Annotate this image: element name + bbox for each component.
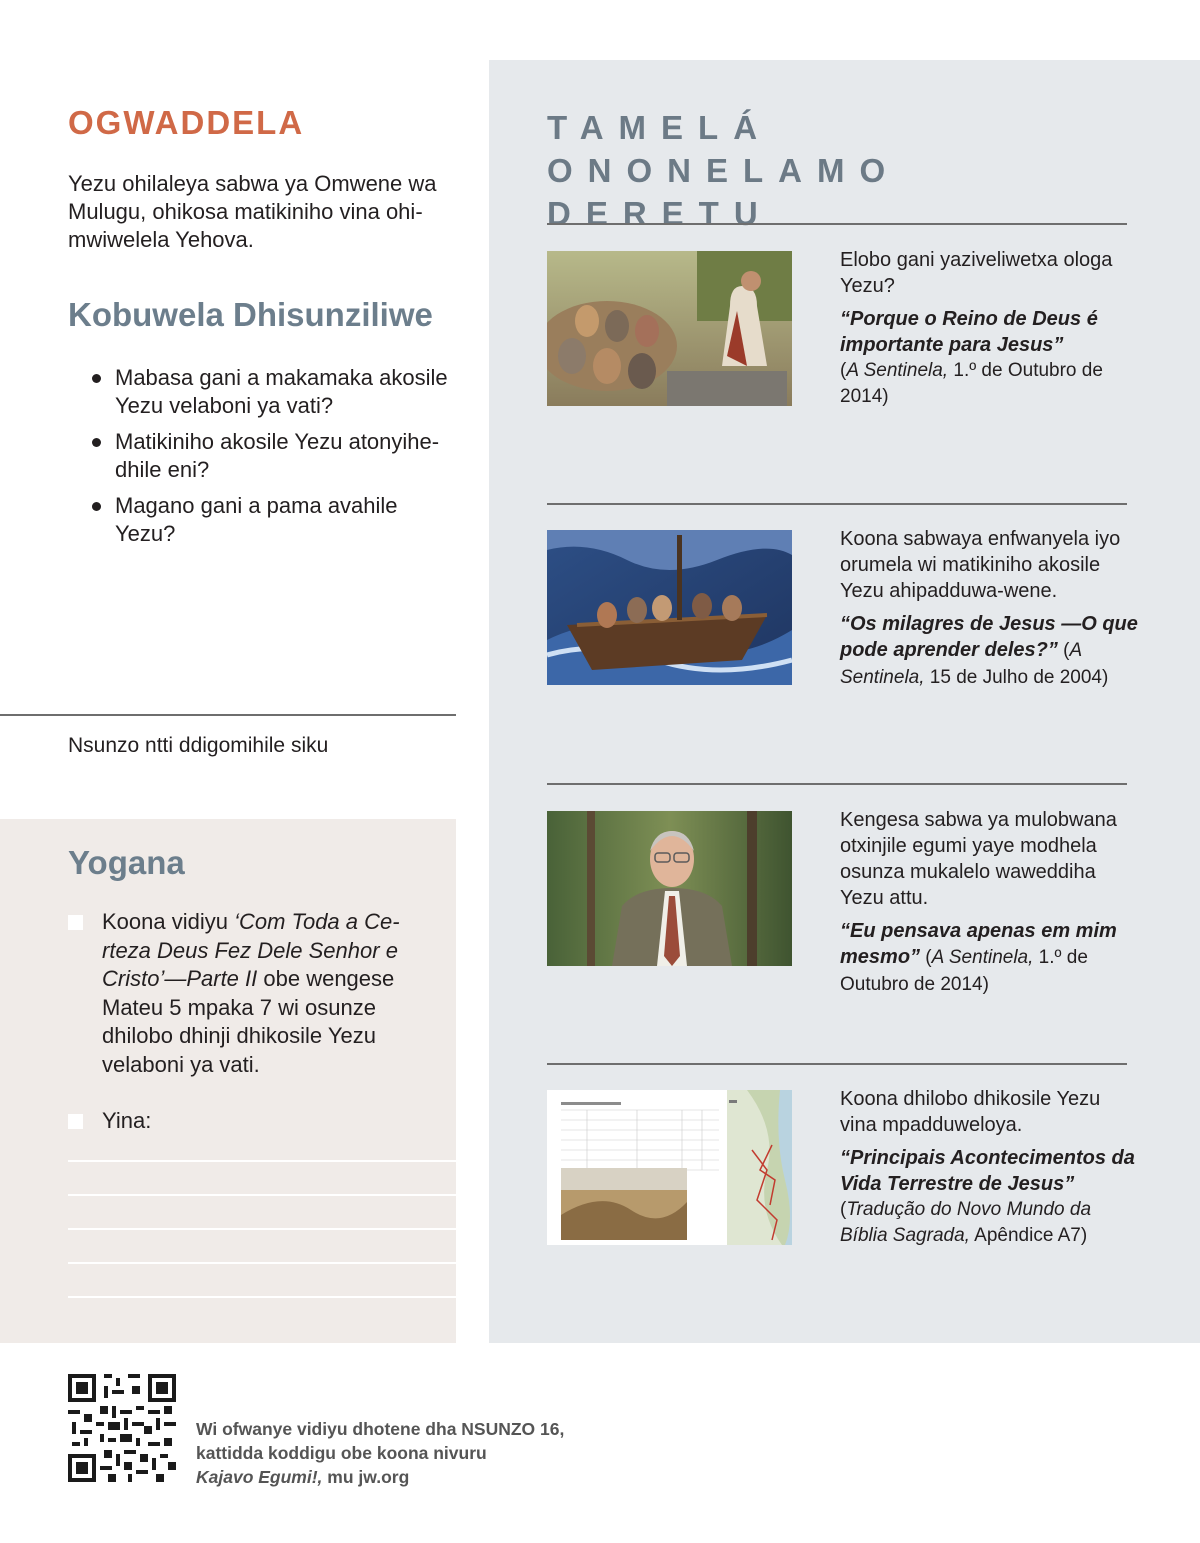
task-item	[68, 1107, 428, 1136]
article-item[interactable]	[547, 251, 1147, 411]
source-publication: Tradução do Novo Mundo da Bíblia Sagrada,	[840, 1199, 1092, 1246]
source-open: (	[840, 360, 847, 381]
review-questions	[92, 364, 457, 556]
writing-line[interactable]	[68, 1228, 456, 1230]
source-publication: A Sentinela,	[846, 360, 949, 381]
task-text: obe wengese Mateu 5 mpaka 7 wi osunze dhilobo dhinji dhikosile Yezu velaboni ya vati.	[102, 966, 395, 1077]
article-item[interactable]	[547, 809, 1147, 995]
article-source	[840, 1197, 1140, 1249]
question-text: Mabasa gani a makamaka akosile Yezu velaboni ya vati?	[115, 365, 448, 418]
boat-storm-image[interactable]	[547, 530, 792, 685]
source-open: (	[920, 947, 932, 968]
divider	[547, 1063, 1127, 1065]
video-title[interactable]: ‘Com Toda a Certeza Deus Fez Dele Senhor e Cristo’—Parte II	[102, 909, 400, 991]
book-title: Kajavo Egumi!,	[196, 1467, 323, 1487]
article-item[interactable]	[547, 530, 1147, 690]
review-heading: Kobuwela Dhisunziliwe	[68, 296, 433, 333]
task-item	[68, 908, 428, 1079]
writing-line[interactable]	[68, 1194, 456, 1196]
bullet-icon	[92, 438, 101, 447]
article-title[interactable]	[840, 306, 1140, 358]
question-text: Matikiniho akosile Yezu atonyihedhile eni?	[115, 429, 440, 482]
checkbox[interactable]	[68, 915, 83, 930]
footer-line	[196, 1465, 616, 1489]
article-text	[840, 807, 1140, 998]
bullet-icon	[92, 502, 101, 511]
divider	[0, 714, 456, 716]
source-date: 1.º de Outubro de 2014)	[840, 947, 1088, 995]
man-portrait-image[interactable]	[547, 811, 792, 966]
footer-line: kattidda koddigu obe koona nivuru	[196, 1443, 487, 1463]
section-heading: OGWADDELA	[68, 104, 305, 141]
divider	[547, 783, 1127, 785]
bullet-icon	[92, 374, 101, 383]
source-date: 15 de Julho de 2004)	[924, 667, 1109, 688]
task-text: Yina:	[102, 1108, 152, 1133]
article-title-text[interactable]: “Principais Acontecimentos da Vida Terrestre de Jesus”	[840, 1147, 1135, 1195]
qr-code[interactable]	[68, 1374, 176, 1482]
source-open: (	[1057, 640, 1070, 661]
source-open: (	[840, 1199, 847, 1220]
list-item	[92, 428, 457, 484]
writing-line[interactable]	[68, 1160, 456, 1162]
divider	[547, 503, 1127, 505]
article-description: Elobo gani yaziveliwetxa ologa Yezu?	[840, 249, 1113, 297]
article-title-text[interactable]: “Porque o Reino de Deus é importante para Jesus”	[840, 308, 1098, 356]
article-title[interactable]	[840, 1145, 1140, 1197]
writing-line[interactable]	[68, 1262, 456, 1264]
goal-tasks	[68, 908, 428, 1164]
article-text	[840, 526, 1140, 691]
intro-paragraph: Yezu ohilaleya sabwa ya Omwene wa Mulugu, ohikosa matikiniho vina ohimwiwelela Yehova.	[68, 171, 437, 252]
jesus-teaching-image[interactable]	[547, 251, 792, 406]
divider	[547, 223, 1127, 225]
question-text: Magano gani a pama avahile Yezu?	[115, 493, 398, 546]
article-description: Koona dhilobo dhikosile Yezu vina mpadduweloya.	[840, 1088, 1101, 1136]
source-publication: A Sentinela,	[931, 947, 1034, 968]
website-link[interactable]: mu jw.org	[322, 1467, 410, 1487]
explore-heading: TAMELÁ ONONELAMO DERETU	[547, 109, 901, 232]
article-text	[840, 1086, 1140, 1249]
checkbox[interactable]	[68, 1114, 83, 1129]
source-date: Apêndice A7)	[969, 1225, 1088, 1246]
list-item	[92, 492, 457, 548]
article-title[interactable]	[840, 611, 1140, 691]
article-text	[840, 247, 1140, 410]
article-description: Koona sabwaya enfwanyela iyo orumela wi matikiniho akosile Yezu ahipadduwa-wene.	[840, 528, 1121, 602]
article-title-text[interactable]: “Os milagres de Jesus —O que pode aprender deles?”	[840, 613, 1138, 661]
article-title-text[interactable]: “Eu pensava apenas em mim mesmo”	[840, 920, 1117, 968]
source-publication: A Sentinela,	[840, 640, 1082, 688]
footer-note	[196, 1417, 616, 1489]
article-item[interactable]	[547, 1090, 1147, 1250]
chart-and-map-image[interactable]	[547, 1090, 792, 1245]
source-date: 1.º de Outubro de 2014)	[840, 360, 1103, 407]
task-text: Koona vidiyu	[102, 909, 235, 934]
article-description: Kengesa sabwa ya mulobwana otxinjile egumi yaye modhela osunza mukalelo waweddiha Yezu attu.	[840, 809, 1117, 909]
footer-line: Wi ofwanye vidiyu dhotene dha NSUNZO 16,	[196, 1419, 565, 1439]
article-title[interactable]	[840, 918, 1140, 998]
date-completed-label: Nsunzo ntti ddigomihile siku	[68, 734, 329, 757]
goal-heading: Yogana	[68, 844, 185, 881]
writing-line[interactable]	[68, 1296, 456, 1298]
article-source	[840, 358, 1140, 410]
list-item	[92, 364, 457, 420]
